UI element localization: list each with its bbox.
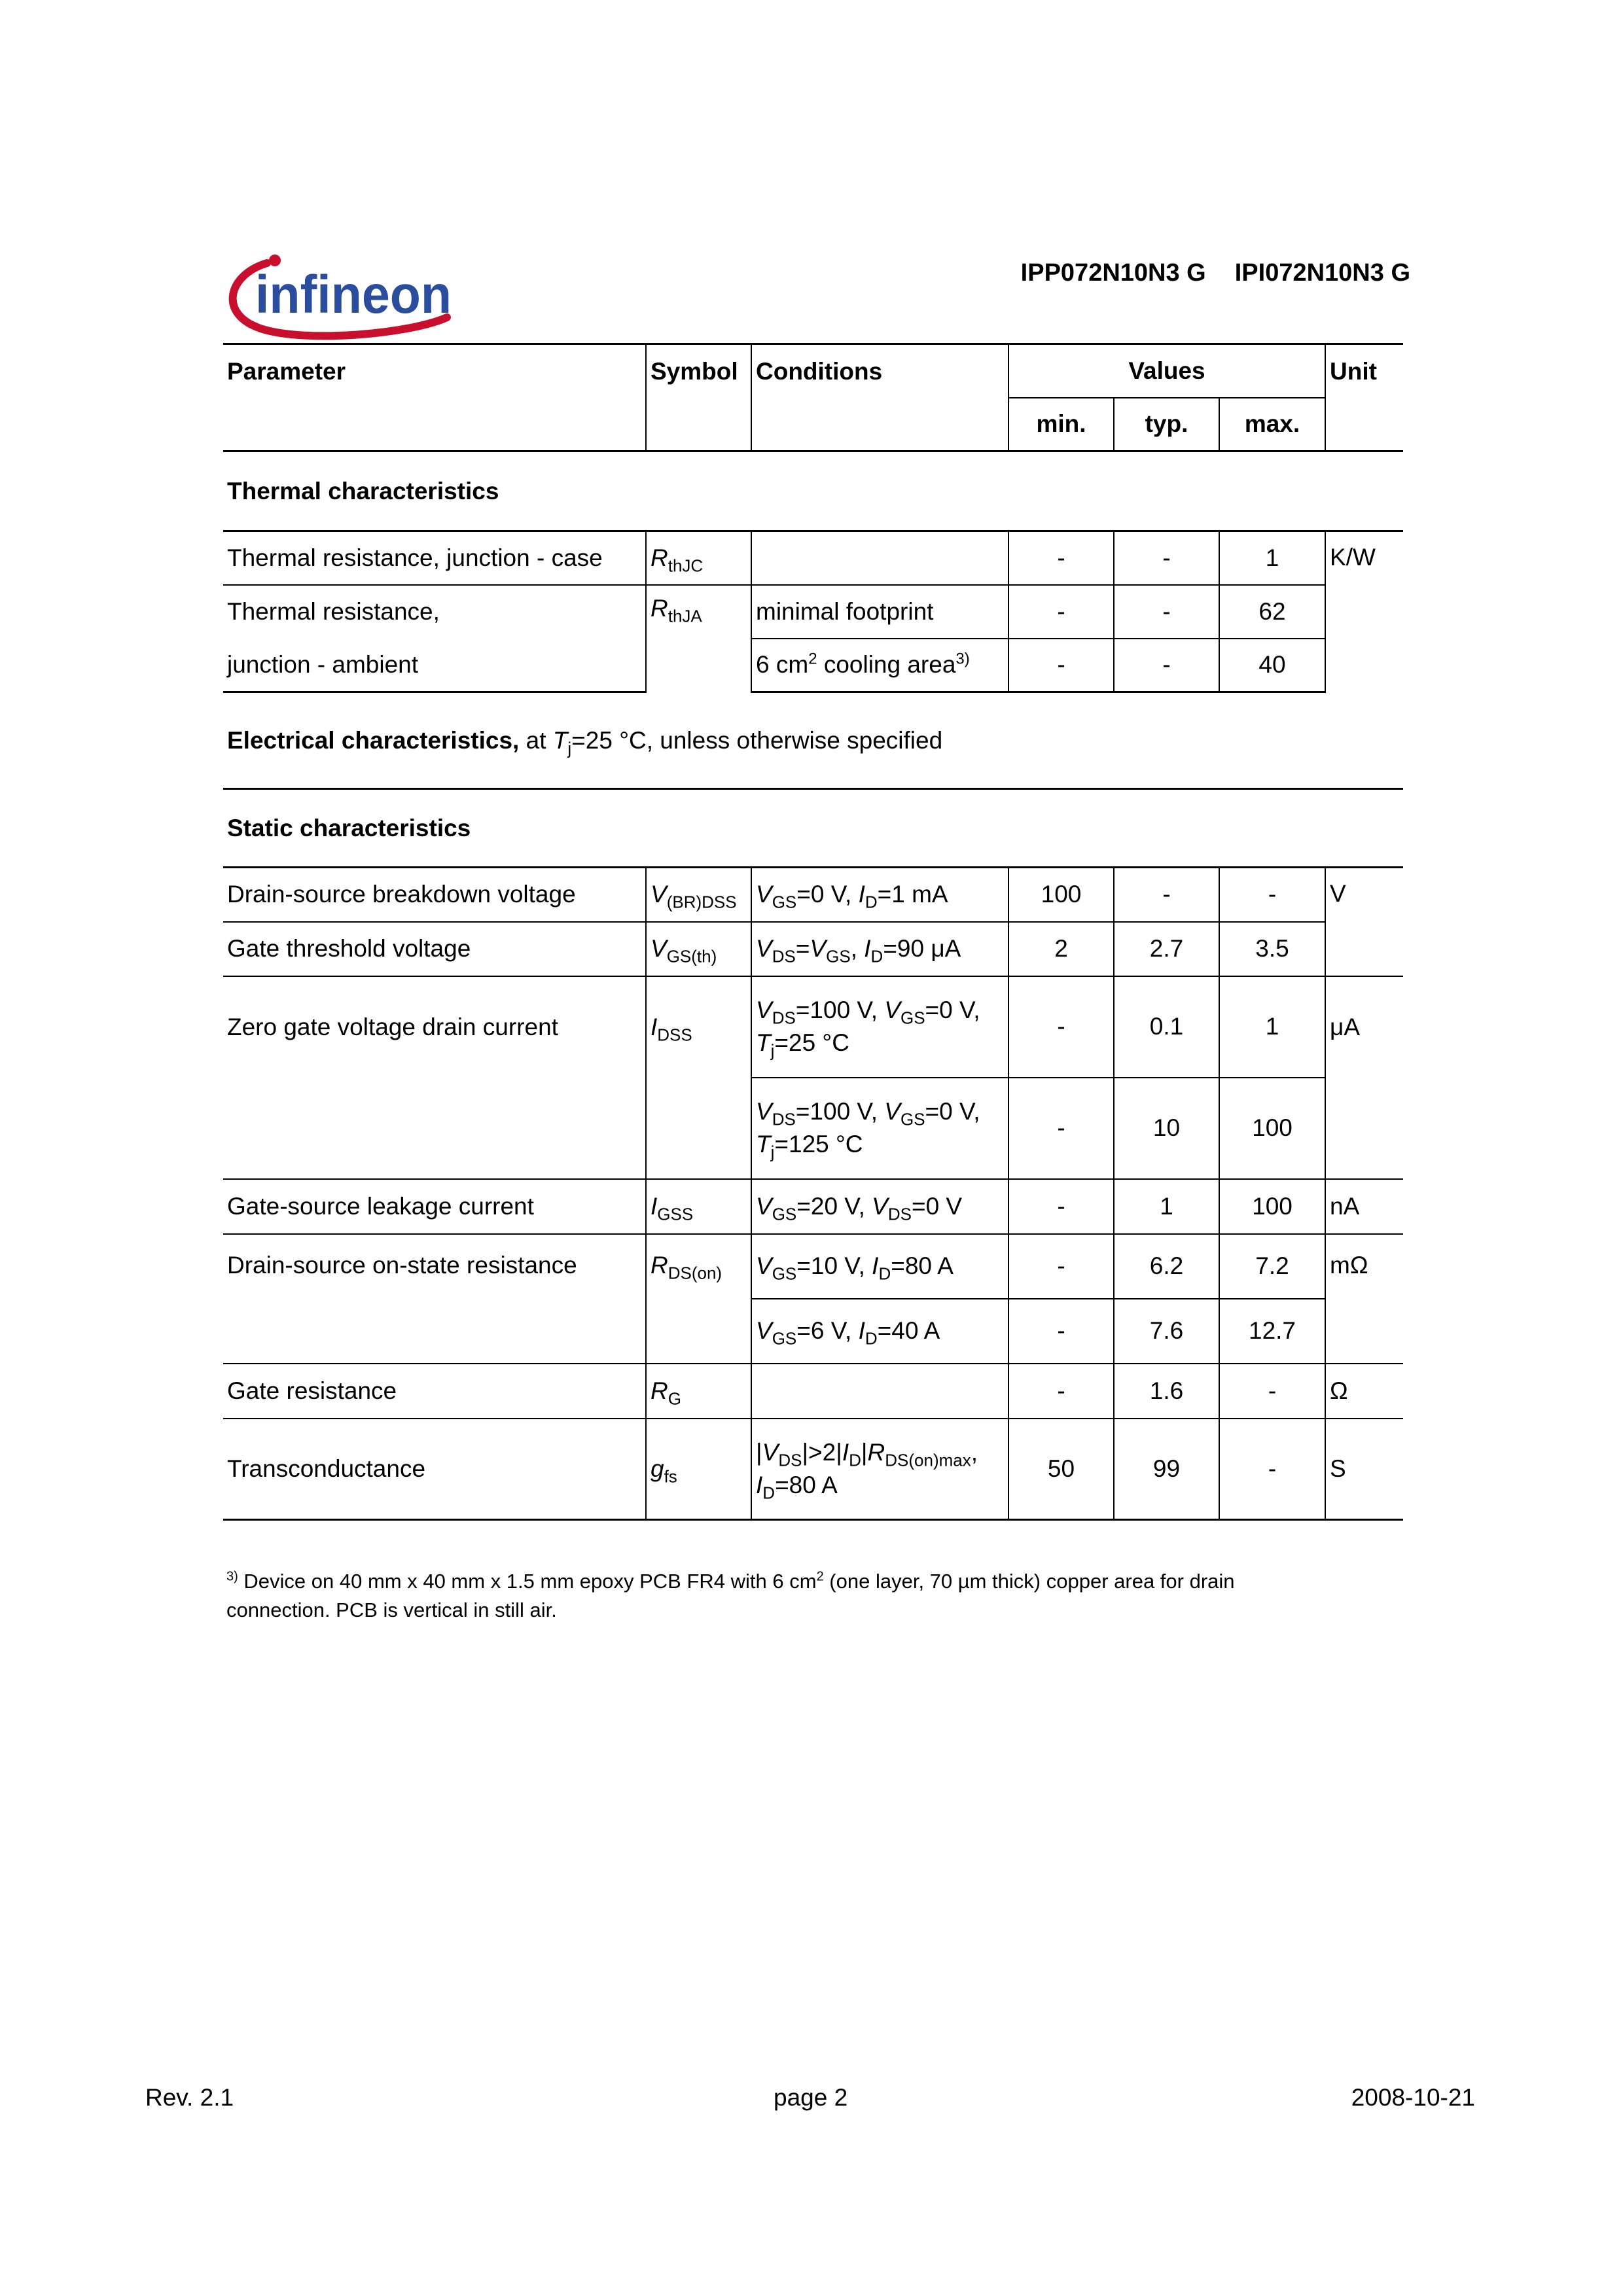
header-symbol: Symbol [646,344,751,451]
param-cell: Transconductance [223,1419,646,1520]
unit-cell: K/W [1325,531,1403,692]
footer-date: 2008-10-21 [1351,2084,1475,2111]
header-conditions: Conditions [751,344,1008,451]
section-title: Electrical characteristics, at $T_j=25$ °C, unless otherwise specified [223,692,1403,789]
infineon-logo [221,249,463,347]
param-cell: Zero gate voltage drain current [223,976,646,1179]
table-row [223,1419,1403,1520]
max-cell: 100 [1219,1078,1325,1179]
min-cell: - [1008,639,1114,692]
symbol-cell: $V_{GS(th)}$ [646,922,751,976]
unit-cell: mΩ [1325,1234,1403,1364]
table-header-row [223,344,1403,398]
min-cell: - [1008,976,1114,1078]
section-thermal [223,451,1403,531]
max-cell: 7.2 [1219,1234,1325,1299]
typ-cell: - [1114,531,1219,585]
max-cell: 40 [1219,639,1325,692]
typ-cell: - [1114,868,1219,922]
condition-cell: $V_{GS}=10$ V, $I_D=80$ A [751,1234,1008,1299]
footer-page-number: page 2 [774,2084,848,2111]
param-cell: Gate threshold voltage [223,922,646,976]
table-row [223,1234,1403,1299]
header-typ: typ. [1114,398,1219,451]
symbol-cell: $R_{thJA}$ [646,585,751,692]
spec-table [223,343,1403,1521]
min-cell: - [1008,1299,1114,1364]
section-static [223,789,1403,868]
min-cell: - [1008,585,1114,639]
header-unit: Unit [1325,344,1403,451]
max-cell: 1 [1219,976,1325,1078]
typ-cell: - [1114,639,1219,692]
table-row [223,585,1403,639]
min-cell: - [1008,531,1114,585]
condition-cell: 6 $cm^2$ cooling area$^{3)}$ [751,639,1008,692]
min-cell: - [1008,1364,1114,1419]
header-values: Values [1008,344,1325,398]
section-electrical [223,692,1403,789]
typ-cell: 1 [1114,1179,1219,1234]
header-max: max. [1219,398,1325,451]
typ-cell: 0.1 [1114,976,1219,1078]
unit-cell: μA [1325,976,1403,1179]
condition-cell: $V_{GS}=0$ V, $I_D=1$ mA [751,868,1008,922]
table-row [223,868,1403,922]
footnote: $^{3)}$ Device on 40 mm x 40 mm x 1.5 mm epoxy PCB FR4 with 6 $cm^2$ (one layer, 70 µm thick) copper area for drain connection. PCB is vertical in still air. [226,1569,1235,1621]
condition-cell: $V_{GS}=20$ V, $V_{DS}=0$ V [751,1179,1008,1234]
table-row [223,976,1403,1078]
table-row [223,922,1403,976]
param-cell: Gate-source leakage current [223,1179,646,1234]
typ-cell: 99 [1114,1419,1219,1520]
max-cell: - [1219,1364,1325,1419]
typ-cell: 2.7 [1114,922,1219,976]
condition-cell [751,531,1008,585]
max-cell: 3.5 [1219,922,1325,976]
param-cell: Thermal resistance, [227,598,440,625]
symbol-cell: $V_{(BR)DSS}$ [646,868,751,922]
symbol-cell: $I_{DSS}$ [646,976,751,1179]
unit-cell: S [1325,1419,1403,1520]
header-parameter: Parameter [223,344,646,451]
max-cell: 1 [1219,531,1325,585]
part-numbers [992,259,1410,287]
condition-cell [751,1364,1008,1419]
max-cell: 62 [1219,585,1325,639]
condition-cell: $V_{DS}=100$ V, $V_{GS}=0$ V, $T_j=25$ °C [751,976,1008,1078]
max-cell: - [1219,1419,1325,1520]
unit-cell: Ω [1325,1364,1403,1419]
condition-cell: $|V_{DS}|>2|I_D|R_{DS(on)max}$, $I_D=80$ A [751,1419,1008,1520]
min-cell: - [1008,1078,1114,1179]
min-cell: 100 [1008,868,1114,922]
section-title: Thermal characteristics [223,451,1403,531]
typ-cell: - [1114,585,1219,639]
part-number-1: IPP072N10N3 G [1020,259,1206,287]
condition-cell: $V_{DS}=V_{GS}$, $I_D=90$ μA [751,922,1008,976]
min-cell: 2 [1008,922,1114,976]
section-title: Static characteristics [223,789,1403,868]
logo-text: infineon [255,265,452,325]
symbol-cell: $R_G$ [646,1364,751,1419]
param-cell: junction - ambient [223,639,646,692]
condition-cell: minimal footprint [751,585,1008,639]
condition-cell: $V_{DS}=100$ V, $V_{GS}=0$ V, $T_j=125$ °C [751,1078,1008,1179]
table-row [223,639,1403,692]
typ-cell: 10 [1114,1078,1219,1179]
unit-cell: V [1325,868,1403,976]
table-row [223,1364,1403,1419]
typ-cell: 7.6 [1114,1299,1219,1364]
part-number-2: IPI072N10N3 G [1234,259,1410,287]
param-cell: Drain-source breakdown voltage [223,868,646,922]
max-cell: 12.7 [1219,1299,1325,1364]
max-cell: - [1219,868,1325,922]
unit-cell: nA [1325,1179,1403,1234]
table-row [223,531,1403,585]
symbol-cell: $R_{thJC}$ [646,531,751,585]
min-cell: - [1008,1179,1114,1234]
symbol-cell: $g_{fs}$ [646,1419,751,1520]
param-cell: Gate resistance [223,1364,646,1419]
symbol-cell: $R_{DS(on)}$ [646,1234,751,1364]
param-cell: Thermal resistance, junction - case [223,531,646,585]
min-cell: 50 [1008,1419,1114,1520]
condition-cell: $V_{GS}=6$ V, $I_D=40$ A [751,1299,1008,1364]
typ-cell: 6.2 [1114,1234,1219,1299]
max-cell: 100 [1219,1179,1325,1234]
param-cell: Drain-source on-state resistance [223,1234,646,1364]
header-min: min. [1008,398,1114,451]
typ-cell: 1.6 [1114,1364,1219,1419]
table-row [223,1179,1403,1234]
min-cell: - [1008,1234,1114,1299]
logo-graphic [221,249,463,347]
footer-revision: Rev. 2.1 [145,2084,234,2111]
symbol-cell: $I_{GSS}$ [646,1179,751,1234]
